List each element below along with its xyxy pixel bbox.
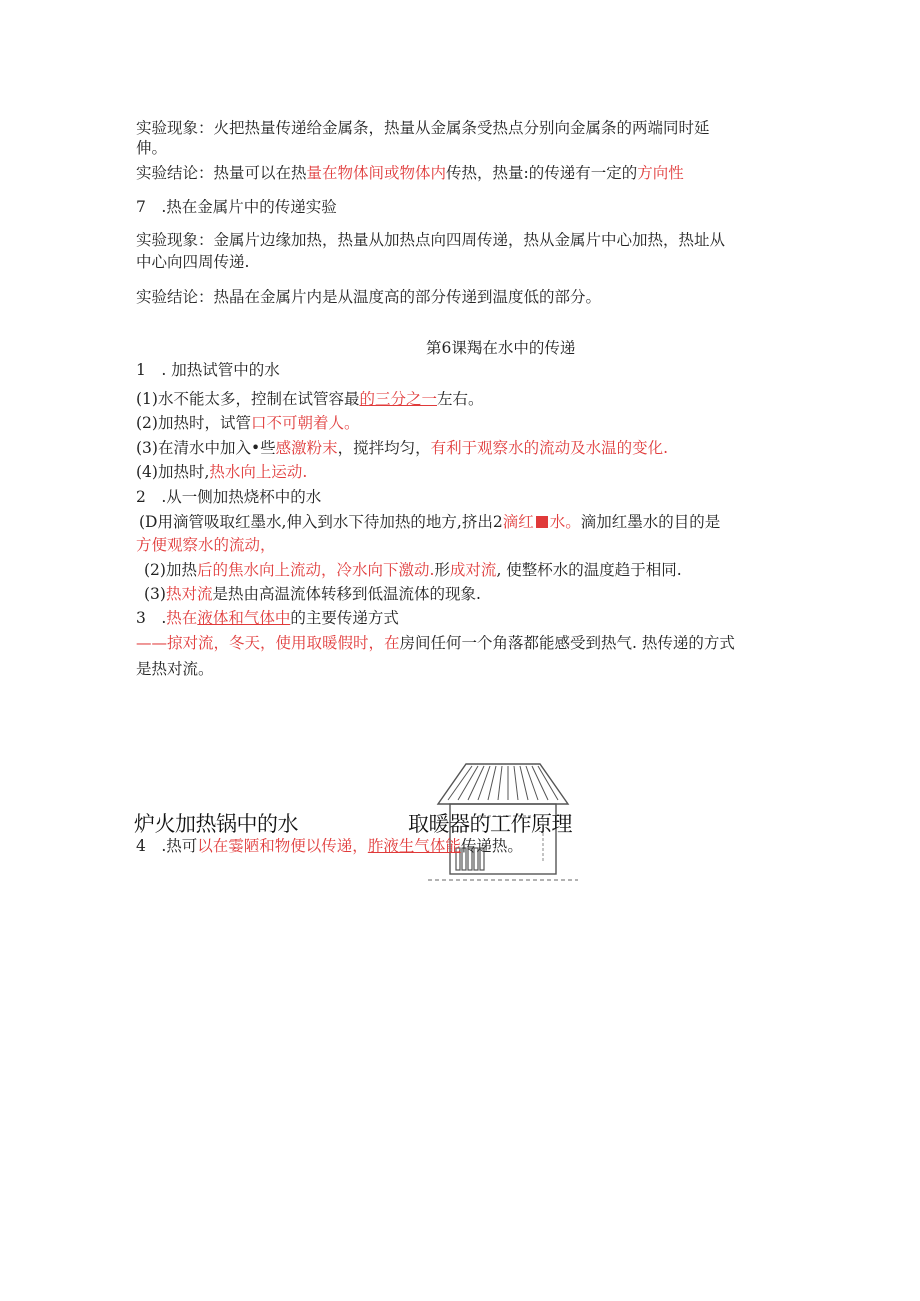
q1-title	[136, 360, 280, 380]
q4-line	[136, 836, 523, 856]
item-text: (D用滴管吸取红墨水,伸入到水下待加热的地方,挤出2	[139, 513, 503, 531]
item-text: (3)	[144, 585, 166, 603]
item-answer-2: 有利于观察水的流动及水温的变化.	[430, 439, 669, 457]
lesson-title	[426, 338, 575, 358]
item-text: (2)加热时，试管	[136, 414, 251, 432]
question-number: 3 .	[136, 609, 167, 627]
item-text: (3)在清水中加入•些	[136, 439, 276, 457]
question-answer-2: 液体和气体中	[197, 609, 291, 627]
item-answer-1: 感激粉末	[275, 439, 338, 457]
phenomenon-text: 实验现象：金属片边缘加热，热量从加热点向四周传递，热从金属片中心加热，热址从	[136, 231, 726, 249]
experiment-phenomenon-1-cont	[136, 138, 167, 158]
item-answer-2: 水。	[549, 513, 581, 531]
item-answer: 热水向上运动.	[209, 463, 308, 481]
item-text-2: ，搅拌均匀，	[337, 439, 431, 457]
question-text: 4 .热可	[136, 837, 198, 855]
q2-title	[136, 487, 321, 507]
q3-item-1	[136, 633, 735, 653]
q3-title	[136, 608, 399, 628]
question-title: 2 .从一侧加热烧杯中的水	[136, 488, 322, 506]
q2-item-2	[144, 560, 682, 580]
caption-stove-text: 炉火加热锅中的水	[134, 812, 298, 836]
conclusion-answer-2: 方向性	[637, 164, 684, 182]
q1-item-2	[136, 413, 359, 433]
item-text-2: 是热由高温流体转移到低温流体的现象.	[212, 585, 481, 603]
item-answer: 的三分之一	[359, 390, 437, 408]
item-text: 是热对流。	[136, 660, 214, 678]
conclusion-text-2: 传热，热量:的传递有一定的	[446, 164, 638, 182]
item-answer-1: 滴红	[502, 513, 534, 531]
q1-item-4	[136, 462, 307, 482]
item-text: (2)加热	[144, 561, 197, 579]
q1-item-3	[136, 438, 668, 458]
caption-heater	[408, 808, 572, 838]
experiment-phenomenon-1	[136, 118, 710, 138]
item-text: 房间任何一个角落都能感受到热气. 热传递的方式	[399, 634, 735, 652]
item-text-3: , 使整杯水的温度趋于相同.	[496, 561, 682, 579]
question-title: 1 . 加热试管中的水	[136, 361, 280, 379]
caption-stove	[134, 808, 298, 838]
experiment-phenomenon-2-cont	[136, 252, 249, 272]
question-answer-2: 胙液生气体能	[367, 837, 461, 855]
question-answer-1: 热在	[166, 609, 198, 627]
question-title-text: 的主要传递方式	[290, 609, 399, 627]
section-7-title	[136, 197, 337, 217]
caption-heater-text: 取暖器的工作原理	[408, 812, 572, 836]
section-title: 7 .热在金属片中的传递实验	[136, 198, 337, 216]
roof-stripes	[448, 766, 558, 800]
item-text: (4)加热时,	[136, 463, 210, 481]
experiment-conclusion-1	[136, 163, 684, 183]
lesson-title-text: 第6课羯在水中的传递	[426, 339, 576, 357]
phenomenon-text-cont: 中心向四周传递.	[136, 253, 250, 271]
q1-item-1	[136, 389, 484, 409]
item-answer: ——掠对流，冬天，使用取暖假时，在	[136, 634, 400, 652]
experiment-phenomenon-2	[136, 230, 725, 250]
item-text-2: 形	[434, 561, 450, 579]
experiment-conclusion-2	[136, 287, 601, 307]
q2-item-1	[139, 512, 720, 532]
item-answer: 口不可朝着人。	[250, 414, 360, 432]
q2-item-1-cont	[136, 535, 276, 555]
conclusion-text: 实验结论：热量可以在热	[136, 164, 307, 182]
item-answer-3: 方便观察水的流动，	[136, 536, 276, 554]
redacted-square-icon	[536, 516, 548, 528]
item-answer-2: 成对流	[449, 561, 497, 579]
item-answer: 热对流	[165, 585, 213, 603]
item-text-2: 滴加红墨水的目的是	[580, 513, 721, 531]
conclusion-text: 实验结论：热晶在金属片内是从温度高的部分传递到温度低的部分。	[136, 288, 602, 306]
phenomenon-text: 实验现象：火把热量传递给金属条，热量从金属条受热点分别向金属条的两端同时延	[136, 119, 710, 137]
q3-item-2	[136, 659, 214, 679]
conclusion-answer-1: 量在物体间或物体内	[306, 164, 447, 182]
phenomenon-text-cont: 伸。	[136, 139, 168, 157]
item-text: (1)水不能太多，控制在试管容最	[136, 390, 360, 408]
question-text-end: 传递热。	[460, 837, 523, 855]
question-answer-1: 以在霎陋和物便以传递，	[197, 837, 368, 855]
q2-item-3	[144, 584, 481, 604]
item-text-end: 左右。	[436, 390, 484, 408]
item-answer-1: 后的焦水向上流动，冷水向下激动.	[196, 561, 435, 579]
